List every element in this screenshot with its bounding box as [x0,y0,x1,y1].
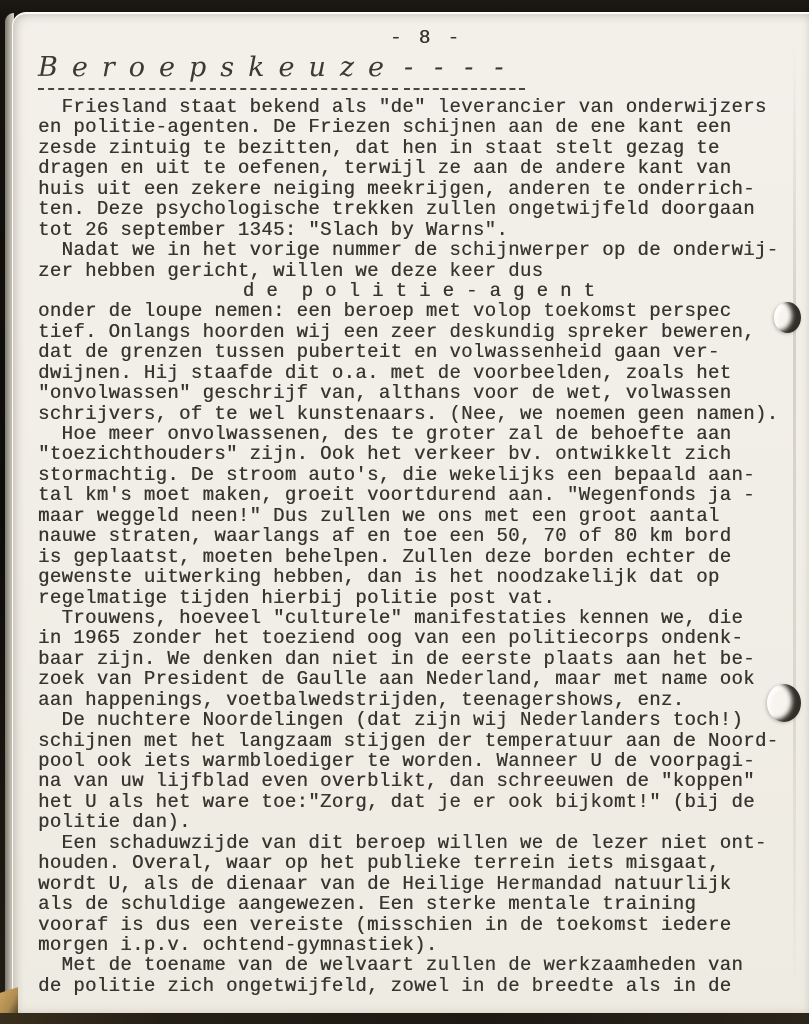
punch-hole-mark [767,684,801,722]
text-line: "toezichthouders" zijn. Ook het verkeer bv. ontwikkelt zich [38,443,732,466]
text-line: zer hebben gericht, willen we deze keer dus [38,259,544,282]
text-line: huis uit een zekere neiging meekrijgen, anderen te onderrich- [38,177,755,200]
text-line: nauwe straten, waarlangs af en toe een 50, 70 of 80 km bord [38,525,732,548]
text-line: dwijnen. Hij staafde dit o.a. met de voorbeelden, zoals het [38,361,732,384]
text-line: Met de toename van de welvaart zullen de werkzaamheden van [38,954,744,977]
text-line: Friesland staat bekend als "de" leverancier van onderwijzers [38,96,767,118]
text-line: pool ook iets warmbloediger te worden. Wanneer U de voorpagi- [38,750,755,772]
body-text [38,97,800,996]
text-line: gewenste uitwerking hebben, dan is het noodzakelijk dat op [38,566,720,589]
text-line: tal km's moet maken, groeit voortdurend aan. "Wegenfonds ja - [38,484,755,507]
text-line: in 1965 zonder het toeziend oog van een politiecorps ondenk- [38,627,744,650]
text-line: tot 26 september 1345: "Slach by Warns". [38,218,509,241]
text-line: maar weggeld neen!" Dus zullen we ons met een groot aantal [38,504,720,527]
page-title-dashes: ---- [404,52,525,90]
text-line: Een schaduwzijde van dit beroep willen we de lezer niet ont- [38,831,767,854]
text-line: dat de grenzen tussen puberteit en volwassenheid gaan ver- [38,341,720,364]
text-line: zoek van President de Gaulle aan Nederland, maar met name ook [38,668,755,691]
text-line: de politie zich ongetwijfeld, zowel in de breedte als in de [38,974,732,997]
text-line: onder de loupe nemen: een beroep met volop toekomst perspec [38,300,732,323]
text-line: vooraf is dus een vereiste (misschien in de toekomst iedere [38,913,732,936]
page-number: - 8 - [390,27,463,49]
text-line: het U als het ware toe:"Zorg, dat je er ook bijkomt!" (bij de [38,790,755,813]
text-line: regelmatige tijden hierbij politie post vat. [38,586,556,609]
text-line: Trouwens, hoeveel "culturele" manifestaties kennen we, die [38,606,744,629]
page-title-text: Beroepskeuze [38,52,398,90]
text-line: stormachtig. De stroom auto's, die wekelijks een bepaald aan- [38,463,755,486]
text-line: ten. Deze psychologische trekken zullen ongetwijfeld doorgaan [38,198,755,221]
text-line: dragen en uit te oefenen, terwijl ze aan de andere kant van [38,157,732,180]
punch-hole-mark [774,302,801,333]
text-line: schijnen met het langzaam stijgen der temperatuur aan de Noord- [38,729,779,752]
text-line: als de schuldige aangewezen. Een sterke mentale training [38,893,697,916]
text-line: politie dan). [38,811,191,834]
text-line: "onvolwassen" geschrijf van, althans voor de wet, volwassen [38,382,732,405]
text-line: na van uw lijfblad even overblikt, dan schreeuwen de "koppen" [38,770,755,793]
text-line: Hoe meer onvolwassenen, des te groter zal de behoefte aan [38,423,732,445]
text-line: is geplaatst, moeten behelpen. Zullen deze borden echter de [38,545,732,568]
text-line: De nuchtere Noordelingen (dat zijn wij Nederlanders toch!) [38,709,744,732]
text-line: zesde zintuig te bezitten, dat hen in staat stelt gezag te [38,136,720,159]
text-line: baar zijn. We denken dan niet in de eerste plaats aan het be- [38,647,755,670]
scan-bottom-edge [0,1013,809,1024]
text-line: wordt U, als de dienaar van de Heilige Hermandad natuurlijk [38,872,732,895]
text-line: schrijvers, of te wel kunstenaars. (Nee, we noemen geen namen). [38,402,779,425]
page-title [38,52,525,83]
text-line: en politie-agenten. De Friezen schijnen aan de ene kant een [38,116,732,139]
text-line: tief. Onlangs hoorden wij een zeer deskundig spreker beweren, [38,320,755,343]
text-line: morgen i.p.v. ochtend-gymnastiek). [38,933,438,956]
text-line: aan happenings, voetbalwedstrijden, teenagershows, enz. [38,688,685,711]
text-line: d e p o l i t i e - a g e n t [242,279,596,302]
text-line: houden. Overal, waar op het publieke terrein iets misgaat, [38,852,720,875]
text-line: Nadat we in het vorige nummer de schijnwerper op de onderwij- [38,239,779,262]
